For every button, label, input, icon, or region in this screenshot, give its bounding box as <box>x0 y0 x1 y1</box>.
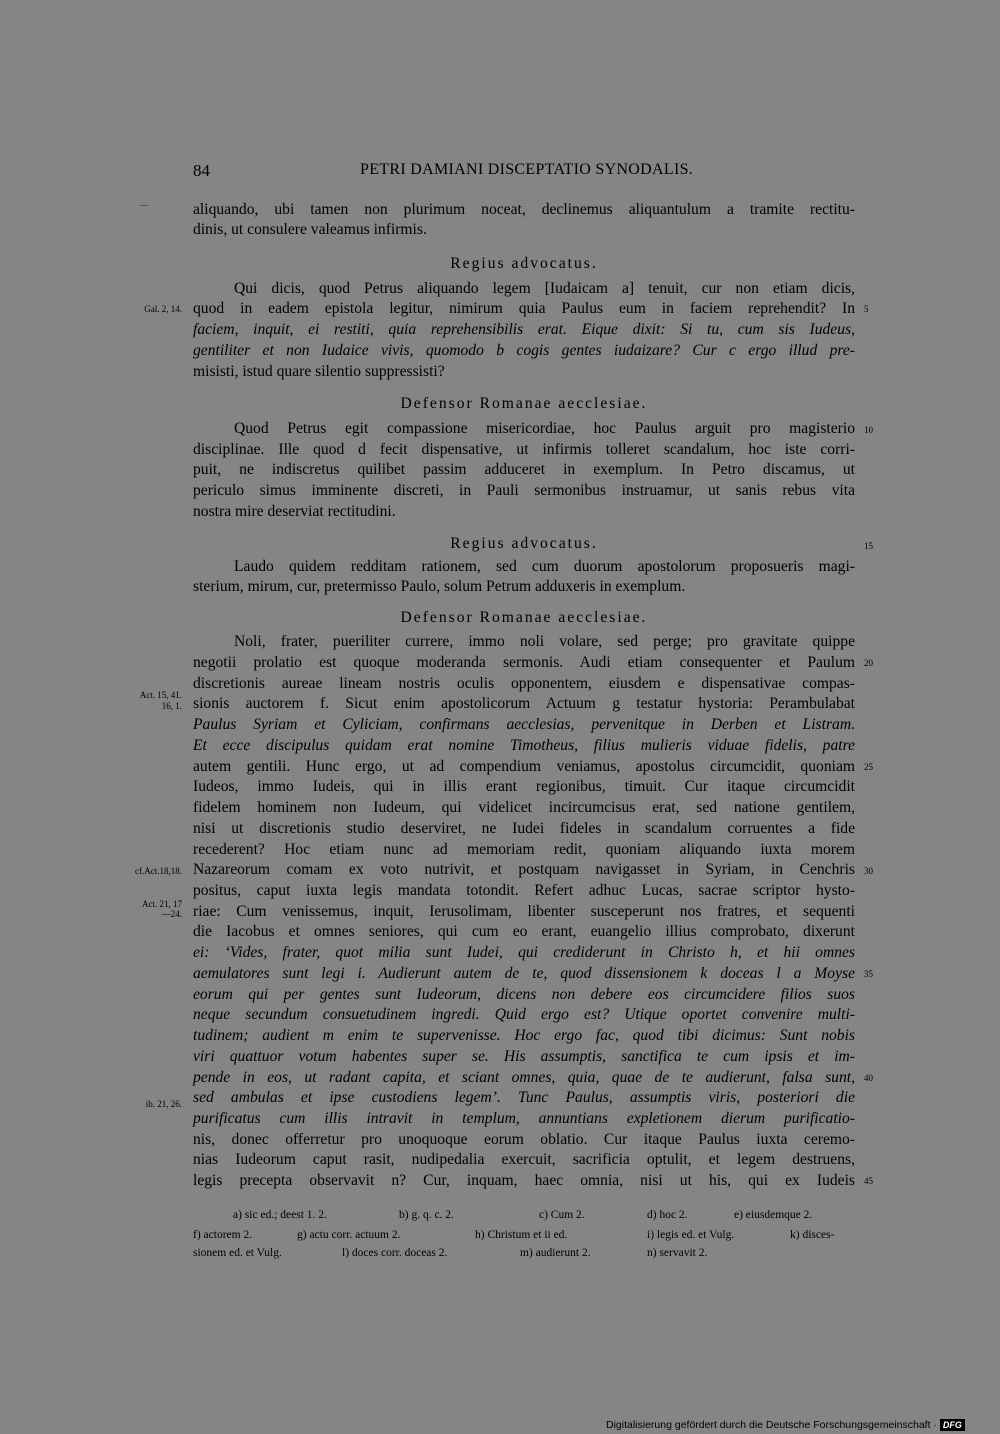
footnote: m) audierunt 2. <box>520 1247 591 1259</box>
text-line: nisi ut discretionis studio deserviret, ne Iudei fideles in scandalum corruentes a fide <box>193 820 855 837</box>
text-line: Nazareorum comam ex voto nutrivit, et postquam navigasset in Syriam, in Cenchris <box>193 861 855 878</box>
line-number: 10 <box>864 425 873 435</box>
text-line: Et ecce discipulus quidam erat nomine Timotheus, filius mulieris viduae fidelis, patre <box>193 737 855 754</box>
text-line: sionis auctorem f. Sicut enim apostolicorum Actuum g testatur hystoria: Perambulabat <box>193 695 855 712</box>
text-line: tudinem; audient m enim te supervenisse. Hoc ergo fac, quod tibi dicimus: Sunt nobis <box>193 1027 855 1044</box>
text-line: recederent? Hoc etiam nunc ad memoriam redit, quoniam aliquando iuxta morem <box>193 841 855 858</box>
margin-reference: 16, 1. <box>161 701 182 711</box>
margin-reference: Act. 15, 41. <box>139 690 182 700</box>
footnote: c) Cum 2. <box>539 1209 585 1221</box>
margin-reference: ib. 21, 26. <box>145 1099 182 1109</box>
footnote: e) eiusdemque 2. <box>734 1209 813 1221</box>
text-line: purificatus cum illis intravit in templum, annuntians expletionem dierum purificatio- <box>193 1110 855 1127</box>
footnote: sionem ed. et Vulg. <box>193 1247 282 1259</box>
line-number: 15 <box>864 541 873 551</box>
line-number: 35 <box>864 969 873 979</box>
section-heading: Regius advocatus. <box>450 255 598 272</box>
text-line: Laudo quidem redditam rationem, sed cum duorum apostolorum proposueris magi- <box>234 558 855 575</box>
text-line: positus, caput iuxta legis mandata totondit. Refert adhuc Lucas, sacrae scriptor hysto- <box>193 882 855 899</box>
text-line: misisti, istud quare silentio suppressisti? <box>193 363 445 380</box>
text-line: riae: Cum venissemus, inquit, Ierusolimam, libenter susceperunt nos fratres, et sequenti <box>193 903 855 920</box>
text-line: Quod Petrus egit compassione misericordiae, hoc Paulus arguit pro magisterio <box>234 420 855 437</box>
footnote: a) sic ed.; deest 1. 2. <box>233 1209 327 1221</box>
text-line: negotii prolatio est quoque moderanda sermonis. Audi etiam consequenter et Paulum <box>193 654 855 671</box>
text-line: die Iacobus et omnes seniores, qui cum eo erant, euangelio illius comprobato, dixerunt <box>193 923 855 940</box>
text-line: Iudeos, immo Iudeis, qui in illis erant regionibus, timuit. Cur itaque circumcidit <box>193 778 855 795</box>
text-line: puit, ne indiscretus quilibet passim adduceret in exemplum. In Petro discamus, ut <box>193 461 855 478</box>
text-line: fidelem hominem non Iudeum, qui videlicet incircumcisus erat, sed natione gentilem, <box>193 799 855 816</box>
margin-reference: —24. <box>161 909 182 919</box>
footnote: d) hoc 2. <box>647 1209 688 1221</box>
line-number: 5 <box>864 304 869 314</box>
dfg-logo-icon: DFG <box>940 1419 965 1431</box>
line-number: 30 <box>864 866 873 876</box>
margin-reference: Act. 21, 17 <box>142 899 182 909</box>
text-line: viri quattuor votum habentes super se. His assumptis, sanctifica te cum ipsis et im- <box>193 1048 855 1065</box>
text-line: periculo simus imminente discreti, in Pauli sermonibus instruamur, ut sanis rebus vita <box>193 482 855 499</box>
margin-mark <box>140 205 148 206</box>
footnote: f) actorem 2. <box>193 1229 253 1241</box>
text-line: sterium, mirum, cur, pretermisso Paulo, solum Petrum adduxeris in exemplum. <box>193 578 686 595</box>
text-line: pende in eos, ut radant capita, et sciant omnes, quia, quae de te audierunt, falsa sunt, <box>193 1069 855 1086</box>
text-line: aliquando, ubi tamen non plurimum noceat, declinemus aliquantulum a tramite rectitu- <box>193 201 855 218</box>
line-number: 40 <box>864 1073 873 1083</box>
text-line: nostra mire deserviat rectitudini. <box>193 503 396 520</box>
section-heading: Defensor Romanae aecclesiae. <box>400 395 648 412</box>
running-title: PETRI DAMIANI DISCEPTATIO SYNODALIS. <box>360 161 694 178</box>
footnote: b) g. q. c. 2. <box>399 1209 454 1221</box>
text-line: autem gentili. Hunc ergo, ut ad compendium veniamus, apostolus circumcidit, quoniam <box>193 758 855 775</box>
text-line: Noli, frater, pueriliter currere, immo noli volare, sed perge; pro gravitate quippe <box>234 633 855 650</box>
text-line: nis, donec offerretur pro unoquoque eorum oblatio. Cur itaque Paulus iuxta ceremo- <box>193 1131 855 1148</box>
line-number: 25 <box>864 762 873 772</box>
footnote: h) Christum et ii ed. <box>475 1229 568 1241</box>
footnote: g) actu corr. actuum 2. <box>297 1229 401 1241</box>
dfg-credit-text: Digitalisierung gefördert durch die Deutsche Forschungsgemeinschaft · <box>606 1419 937 1431</box>
footnote: i) legis ed. et Vulg. <box>647 1229 735 1241</box>
dfg-credit-bar <box>606 1418 965 1432</box>
footnote: n) servavit 2. <box>647 1247 708 1259</box>
text-line: ei: ‘Vides, frater, quot milia sunt Iudei, qui crediderunt in Christo h, et hii omnes <box>193 944 855 961</box>
text-line: faciem, inquit, ei restiti, quia reprehensibilis erat. Eique dixit: Si tu, cum sis Iudeus, <box>193 321 855 338</box>
text-line: Paulus Syriam et Cyliciam, confirmans aecclesias, pervenitque in Derben et Listram. <box>193 716 855 733</box>
line-number: 20 <box>864 658 873 668</box>
page-number: 84 <box>193 161 210 180</box>
text-line: nias Iudeorum caput rasit, nudipedalia exercuit, sacrificia optulit, et legem destruens, <box>193 1151 855 1168</box>
text-line: gentiliter et non Iudaice vivis, quomodo b cogis gentes iudaizare? Cur c ergo illud pre- <box>193 342 855 359</box>
margin-reference: Gal. 2, 14. <box>144 304 182 314</box>
section-heading: Defensor Romanae aecclesiae. <box>400 609 648 626</box>
text-line: disciplinae. Ille quod d fecit dispensative, ut infirmis tolleret scandalum, hoc iste corri- <box>193 441 855 458</box>
footnote: k) disces- <box>790 1229 835 1241</box>
text-line: eorum qui per gentes sunt Iudeorum, dicens non debere eos circumcidere filios suos <box>193 986 855 1003</box>
text-line: dinis, ut consulere valeamus infirmis. <box>193 221 427 238</box>
footnote: l) doces corr. doceas 2. <box>342 1247 448 1259</box>
text-line: Qui dicis, quod Petrus aliquando legem [Iudaicam a] tenuit, cur non etiam dicis, <box>234 280 855 297</box>
text-line: sed ambulas et ipse custodiens legem’. Tunc Paulus, assumptis viris, posteriori die <box>193 1089 855 1106</box>
text-line: aemulatores sunt legi i. Audierunt autem de te, quod dissensionem k doceas l a Moyse <box>193 965 855 982</box>
text-line: legis precepta observavit n? Cur, inquam, haec omnia, nisi ut his, qui ex Iudeis <box>193 1172 855 1189</box>
text-line: neque secundum consuetudinem ingredi. Quid ergo est? Utique oportet convenire multi- <box>193 1006 855 1023</box>
section-heading: Regius advocatus. <box>450 535 598 552</box>
margin-reference: cf.Act.18,18. <box>135 866 182 876</box>
line-number: 45 <box>864 1176 873 1186</box>
text-line: discretionis aureae lineam nostris oculis opponentem, eiusdem e dispensativae compas- <box>193 675 855 692</box>
text-line: quod in eadem epistola legitur, nimirum quia Paulus eum in faciem reprehendit? In <box>193 300 855 317</box>
